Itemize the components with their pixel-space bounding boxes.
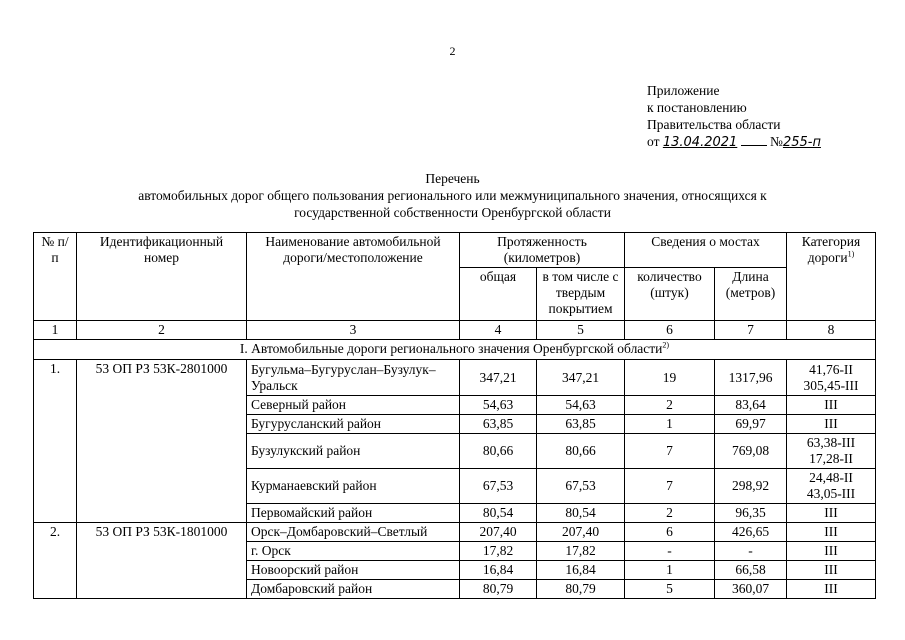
road-name: Новоорский район xyxy=(247,561,460,580)
column-number-6: 6 xyxy=(625,321,715,340)
category-value: 24,48-II xyxy=(809,470,853,485)
section-footnote: 2) xyxy=(662,340,670,350)
road-category xyxy=(787,469,876,504)
road-name: Бугурусланский район xyxy=(247,415,460,434)
length-paved: 67,53 xyxy=(537,469,625,504)
bridges-count: 2 xyxy=(625,396,715,415)
category-value: III xyxy=(824,524,838,539)
bridges-length: 83,64 xyxy=(715,396,787,415)
bridges-length: - xyxy=(715,542,787,561)
road-name: Орск–Домбаровский–Светлый xyxy=(247,523,460,542)
road-category xyxy=(787,542,876,561)
length-total: 17,82 xyxy=(460,542,537,561)
length-paved: 54,63 xyxy=(537,396,625,415)
number-prefix: № xyxy=(770,134,783,149)
length-total: 16,84 xyxy=(460,561,537,580)
road-id: 53 ОП РЗ 53К-2801000 xyxy=(77,360,247,523)
bridges-count: 5 xyxy=(625,580,715,599)
length-paved: 16,84 xyxy=(537,561,625,580)
document-subtitle-1: автомобильных дорог общего пользования регионального или межмуниципального значения, относящихся к xyxy=(138,188,767,203)
resolution-number: 255-п xyxy=(782,135,821,150)
road-name: Бугульма–Бугуруслан–Бузулук–Уральск xyxy=(247,360,460,396)
road-category xyxy=(787,415,876,434)
length-paved: 347,21 xyxy=(537,360,625,396)
header-num: № п/п xyxy=(34,233,77,321)
section-title-text: I. Автомобильные дороги регионального значения Оренбургской области xyxy=(239,341,663,356)
category-value: III xyxy=(824,543,838,558)
category-value: 305,45-III xyxy=(803,377,859,393)
category-value: III xyxy=(824,505,838,520)
bridges-count: 2 xyxy=(625,504,715,523)
road-name: г. Орск xyxy=(247,542,460,561)
header-bridges-length: Длина (метров) xyxy=(715,268,787,321)
road-number: 2. xyxy=(34,523,77,599)
header-length-total: общая xyxy=(460,268,537,321)
header-category-footnote: 1) xyxy=(847,249,855,259)
header-category-label: Категория дороги xyxy=(801,234,861,265)
length-total: 207,40 xyxy=(460,523,537,542)
page-number: 2 xyxy=(449,44,456,58)
section-title xyxy=(34,340,876,360)
length-paved: 80,54 xyxy=(537,504,625,523)
length-total: 80,54 xyxy=(460,504,537,523)
length-paved: 80,79 xyxy=(537,580,625,599)
road-name: Первомайский район xyxy=(247,504,460,523)
header-length: Протяженность (километров) xyxy=(460,233,625,268)
column-number-4: 4 xyxy=(460,321,537,340)
length-total: 347,21 xyxy=(460,360,537,396)
bridges-count: 19 xyxy=(625,360,715,396)
table-row xyxy=(34,523,876,542)
length-total: 54,63 xyxy=(460,396,537,415)
road-category xyxy=(787,561,876,580)
category-value: III xyxy=(824,562,838,577)
column-number-8: 8 xyxy=(787,321,876,340)
header-category xyxy=(787,233,876,321)
category-value: 43,05-III xyxy=(806,486,856,501)
category-value: III xyxy=(824,397,838,412)
roads-table xyxy=(33,232,876,599)
column-number-1: 1 xyxy=(34,321,77,340)
bridges-length: 96,35 xyxy=(715,504,787,523)
bridges-count: 7 xyxy=(625,434,715,469)
column-number-5: 5 xyxy=(537,321,625,340)
road-name: Бузулукский район xyxy=(247,434,460,469)
road-category xyxy=(787,396,876,415)
category-value: 17,28-II xyxy=(809,451,853,466)
bridges-length: 360,07 xyxy=(715,580,787,599)
length-total: 80,66 xyxy=(460,434,537,469)
road-name: Домбаровский район xyxy=(247,580,460,599)
bridges-count: 7 xyxy=(625,469,715,504)
column-number-3: 3 xyxy=(247,321,460,340)
bridges-length: 1317,96 xyxy=(715,360,787,396)
bridges-length: 769,08 xyxy=(715,434,787,469)
category-value: III xyxy=(824,581,838,596)
category-value: 41,76-II xyxy=(809,361,853,377)
bridges-length: 66,58 xyxy=(715,561,787,580)
road-number: 1. xyxy=(34,360,77,523)
bridges-length: 426,65 xyxy=(715,523,787,542)
header-id: Идентификационный номер xyxy=(77,233,247,321)
road-category xyxy=(787,504,876,523)
road-name: Северный район xyxy=(247,396,460,415)
length-paved: 207,40 xyxy=(537,523,625,542)
column-number-2: 2 xyxy=(77,321,247,340)
table-row xyxy=(34,360,876,396)
header-length-paved: в том числе с твердым покрытием xyxy=(537,268,625,321)
appendix-date-line xyxy=(647,133,821,151)
appendix-line-3: Правительства области xyxy=(647,117,781,132)
road-category xyxy=(787,523,876,542)
category-value: 63,38-III xyxy=(806,435,856,450)
bridges-count: - xyxy=(625,542,715,561)
resolution-date: 13.04.2021 xyxy=(662,135,738,150)
document-subtitle-2: государственной собственности Оренбургской области xyxy=(294,205,611,220)
appendix-line-2: к постановлению xyxy=(647,100,747,115)
road-name: Курманаевский район xyxy=(247,469,460,504)
length-total: 63,85 xyxy=(460,415,537,434)
length-paved: 63,85 xyxy=(537,415,625,434)
bridges-count: 1 xyxy=(625,561,715,580)
bridges-count: 6 xyxy=(625,523,715,542)
appendix-block xyxy=(647,82,821,151)
road-id: 53 ОП РЗ 53К-1801000 xyxy=(77,523,247,599)
bridges-length: 69,97 xyxy=(715,415,787,434)
category-value: III xyxy=(824,416,838,431)
road-category xyxy=(787,580,876,599)
bridges-count: 1 xyxy=(625,415,715,434)
road-category xyxy=(787,360,876,396)
header-bridges-count: количество (штук) xyxy=(625,268,715,321)
road-category xyxy=(787,434,876,469)
length-total: 80,79 xyxy=(460,580,537,599)
length-paved: 80,66 xyxy=(537,434,625,469)
appendix-line-1: Приложение xyxy=(647,83,720,98)
header-name: Наименование автомобильной дороги/местоположение xyxy=(247,233,460,321)
header-bridges: Сведения о мостах xyxy=(625,233,787,268)
length-total: 67,53 xyxy=(460,469,537,504)
date-prefix: от xyxy=(647,134,660,149)
column-number-7: 7 xyxy=(715,321,787,340)
document-title: Перечень xyxy=(425,171,480,186)
bridges-length: 298,92 xyxy=(715,469,787,504)
length-paved: 17,82 xyxy=(537,542,625,561)
